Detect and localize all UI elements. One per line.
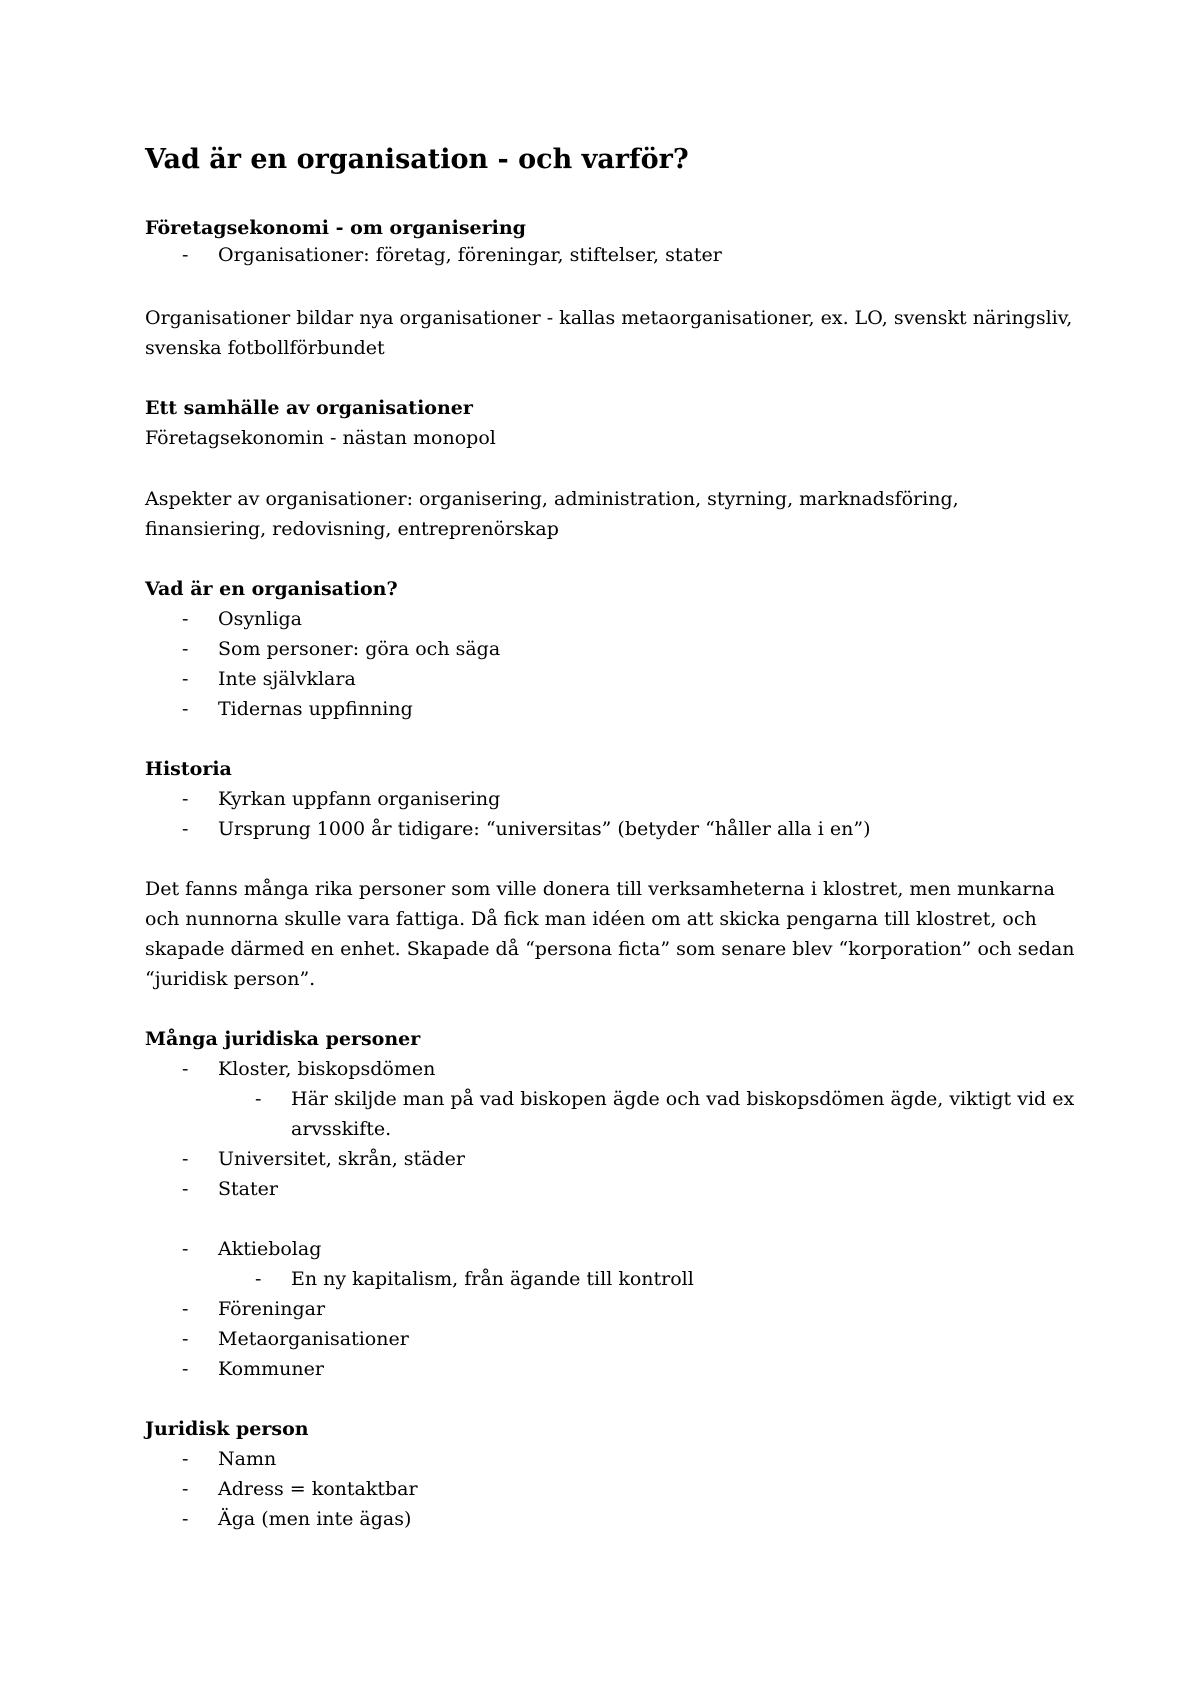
list-item: Organisationer: företag, föreningar, stiftelser, stater [218, 244, 722, 266]
bullet-dash: - [182, 1148, 189, 1170]
list-item: Adress = kontaktbar [218, 1478, 418, 1500]
sub-bullet-dash: - [255, 1268, 262, 1290]
sub-list-item: En ny kapitalism, från ägande till kontroll [291, 1268, 694, 1290]
bullet-dash: - [182, 608, 189, 630]
bullet-dash: - [182, 244, 189, 266]
bullet-dash: - [182, 818, 189, 840]
section-heading-samhalle: Ett samhälle av organisationer [145, 397, 473, 419]
bullet-dash: - [182, 1298, 189, 1320]
paragraph-line: Det fanns många rika personer som ville donera till verksamheterna i klostret, men munkarna [145, 878, 1055, 900]
bullet-dash: - [182, 638, 189, 660]
list-item: Kyrkan uppfann organisering [218, 788, 501, 810]
section-heading-foretagsekonomi: Företagsekonomi - om organisering [145, 217, 526, 239]
list-item: Ursprung 1000 år tidigare: “universitas” (betyder “håller alla i en”) [218, 818, 871, 840]
paragraph-line: skapade därmed en enhet. Skapade då “persona ficta” som senare blev “korporation” och sedan [145, 938, 1075, 960]
section-heading-juridisk-person: Juridisk person [145, 1418, 309, 1440]
paragraph-line: och nunnorna skulle vara fattiga. Då fick man idéen om att skicka pengarna till klostret, och [145, 908, 1037, 930]
list-item: Namn [218, 1448, 277, 1470]
bullet-dash: - [182, 698, 189, 720]
document-title: Vad är en organisation - och varför? [145, 144, 689, 175]
list-item: Stater [218, 1178, 278, 1200]
paragraph-line: Aspekter av organisationer: organisering, administration, styrning, marknadsföring, [145, 488, 959, 510]
list-item: Inte självklara [218, 668, 356, 690]
sub-bullet-dash: - [255, 1088, 262, 1110]
list-item: Universitet, skrån, städer [218, 1148, 465, 1170]
bullet-dash: - [182, 1508, 189, 1530]
list-item: Kommuner [218, 1358, 324, 1380]
bullet-dash: - [182, 1238, 189, 1260]
bullet-dash: - [182, 788, 189, 810]
list-item: Äga (men inte ägas) [218, 1508, 412, 1530]
bullet-dash: - [182, 1478, 189, 1500]
section-heading-historia: Historia [145, 758, 232, 780]
bullet-dash: - [182, 1328, 189, 1350]
bullet-dash: - [182, 1178, 189, 1200]
list-item: Metaorganisationer [218, 1328, 409, 1350]
list-item: Osynliga [218, 608, 302, 630]
paragraph-line: “juridisk person”. [145, 968, 316, 990]
paragraph-line: finansiering, redovisning, entreprenörskap [145, 518, 559, 540]
sub-list-item: Här skiljde man på vad biskopen ägde och vad biskopsdömen ägde, viktigt vid ex [291, 1088, 1075, 1110]
list-item: Kloster, biskopsdömen [218, 1058, 436, 1080]
bullet-dash: - [182, 668, 189, 690]
paragraph-line: Organisationer bildar nya organisationer - kallas metaorganisationer, ex. LO, svenskt näringsliv, [145, 307, 1073, 329]
bullet-dash: - [182, 1448, 189, 1470]
sub-list-item-continuation: arvsskifte. [291, 1118, 392, 1140]
bullet-dash: - [182, 1358, 189, 1380]
section-heading-vad-ar: Vad är en organisation? [145, 578, 398, 600]
text-line: Företagsekonomin - nästan monopol [145, 427, 496, 449]
bullet-dash: - [182, 1058, 189, 1080]
list-item: Föreningar [218, 1298, 326, 1320]
list-item: Aktiebolag [218, 1238, 322, 1260]
paragraph-line: svenska fotbollförbundet [145, 337, 385, 359]
list-item: Som personer: göra och säga [218, 638, 501, 660]
section-heading-manga-juridiska: Många juridiska personer [145, 1028, 421, 1050]
list-item: Tidernas uppfinning [218, 698, 413, 720]
